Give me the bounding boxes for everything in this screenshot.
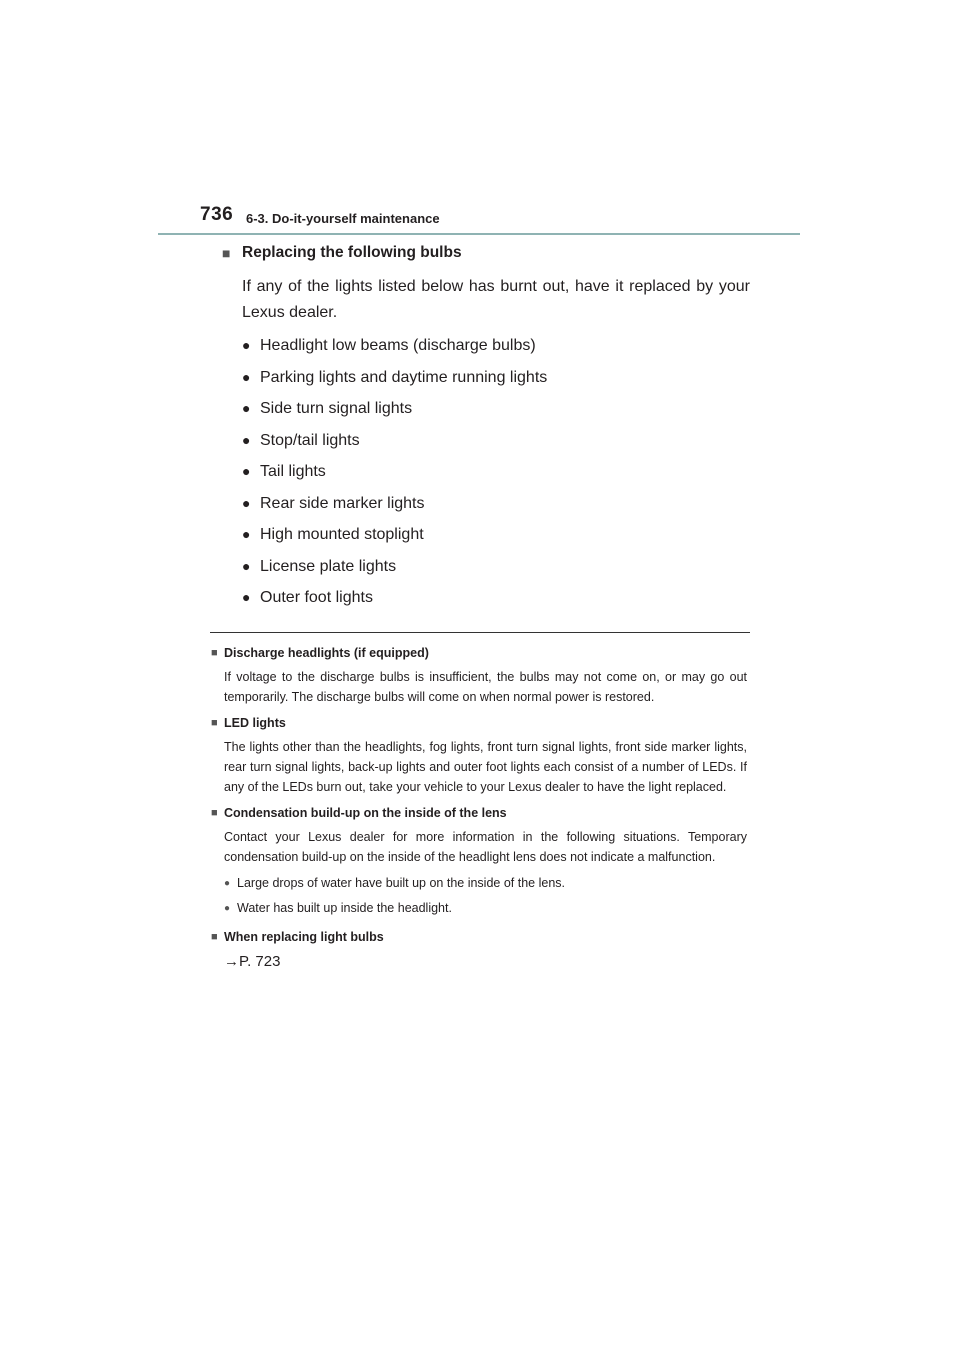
list-item: ● Parking lights and daytime running lights <box>242 362 750 394</box>
bullet-dot-icon: ● <box>242 557 251 574</box>
bullet-dot-icon: ● <box>242 400 251 416</box>
bullet-dot-icon: ● <box>224 878 231 889</box>
bullet-dot-icon: ● <box>242 589 251 605</box>
list-item: ● High mounted stoplight <box>242 519 750 551</box>
bullet-dot-icon: ● <box>242 368 251 385</box>
main-content <box>222 240 750 614</box>
notes-section <box>211 643 747 979</box>
bullet-dot-icon: ● <box>224 903 231 914</box>
note-led <box>211 713 747 797</box>
main-heading-text: Replacing the following bulbs <box>242 244 462 261</box>
square-bullet-icon: ■ <box>211 647 218 659</box>
square-bullet-icon: ■ <box>222 245 231 261</box>
square-bullet-icon: ■ <box>211 807 218 819</box>
note-title: ■ Condensation build-up on the inside of the lens <box>211 803 747 823</box>
page-header <box>158 200 800 236</box>
header-divider <box>158 233 800 235</box>
list-item: ● Stop/tail lights <box>242 425 750 457</box>
note-title: ■ When replacing light bulbs <box>211 927 747 947</box>
main-heading <box>222 240 750 266</box>
square-bullet-icon: ■ <box>211 931 218 943</box>
note-replacing <box>211 927 747 973</box>
page-reference-link[interactable]: →P. 723 <box>224 953 281 970</box>
intro-paragraph: If any of the lights listed below has burnt out, have it replaced by your Lexus dealer. <box>242 278 750 321</box>
bullet-dot-icon: ● <box>242 431 251 448</box>
list-item: ● Outer foot lights <box>242 582 750 614</box>
bullet-dot-icon: ● <box>242 526 251 542</box>
list-item: ● Water has built up inside the headlight. <box>224 896 747 921</box>
bullet-dot-icon: ● <box>242 337 251 353</box>
bullet-dot-icon: ● <box>242 494 251 511</box>
note-title: ■ LED lights <box>211 713 747 733</box>
note-condensation <box>211 803 747 921</box>
list-item: ● Rear side marker lights <box>242 488 750 520</box>
list-item: ● Headlight low beams (discharge bulbs) <box>242 330 750 362</box>
list-item: ● Side turn signal lights <box>242 393 750 425</box>
list-item: ● Tail lights <box>242 456 750 488</box>
bullet-dot-icon: ● <box>242 463 251 479</box>
note-body: If voltage to the discharge bulbs is insufficient, the bulbs may not come on, or may go out temporarily. The discharge bulbs will come on when normal power is restored. <box>224 670 747 704</box>
condensation-list <box>224 871 747 921</box>
note-discharge <box>211 643 747 707</box>
note-body: Contact your Lexus dealer for more information in the following situations. Temporary condensation build-up on the inside of the headlight lens does not indicate a malfunction. <box>224 830 747 864</box>
square-bullet-icon: ■ <box>211 717 218 729</box>
bulb-list <box>242 330 750 614</box>
list-item: ● License plate lights <box>242 551 750 583</box>
page-number: 736 <box>200 204 234 225</box>
notes-divider <box>210 632 750 633</box>
list-item: ● Large drops of water have built up on the inside of the lens. <box>224 871 747 896</box>
section-title: 6-3. Do-it-yourself maintenance <box>246 211 440 226</box>
note-title: ■ Discharge headlights (if equipped) <box>211 643 747 663</box>
note-body: The lights other than the headlights, fog lights, front turn signal lights, front side marker lights, rear turn signal lights, back-up lights and outer foot lights each consist of a number of LEDs. If any of the LEDs burn out, take your vehicle to your Lexus dealer to have the light replaced. <box>224 740 747 794</box>
